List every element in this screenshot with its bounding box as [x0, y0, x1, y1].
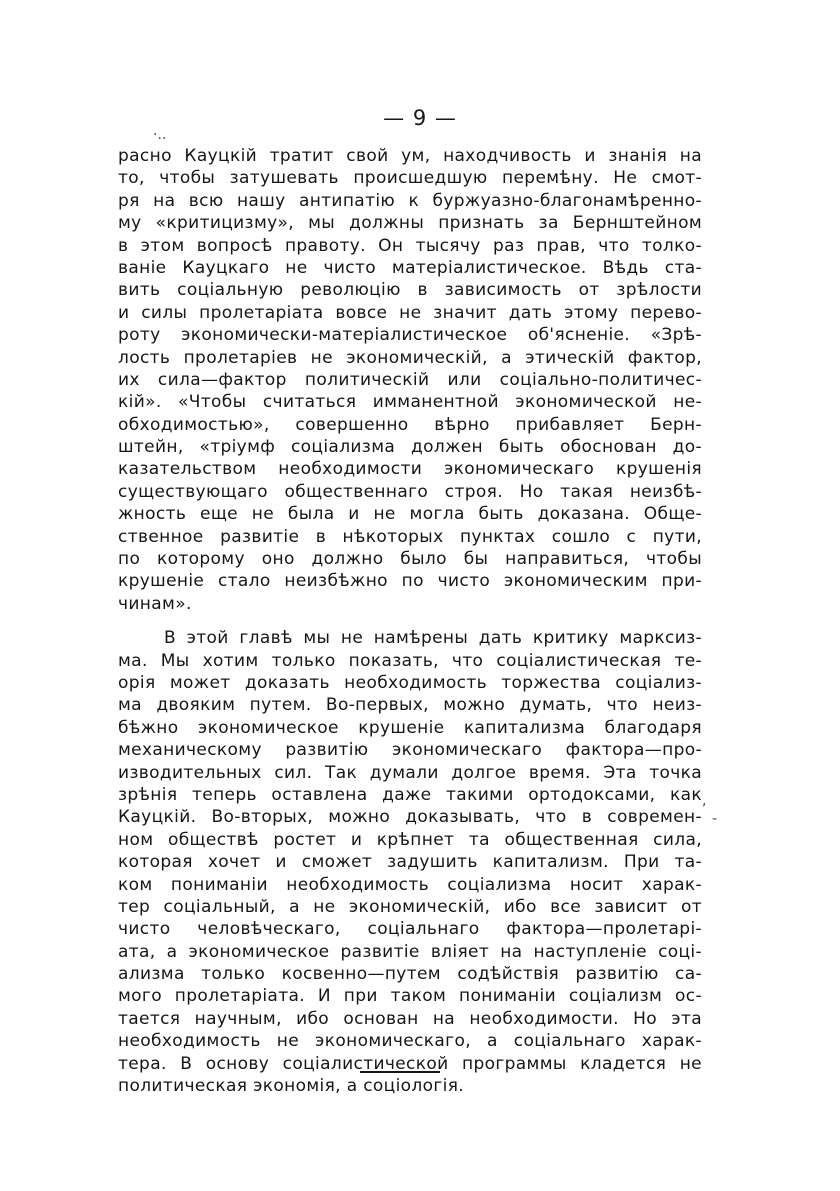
closing-rule-divider — [360, 1071, 440, 1073]
text-line: чинам». — [118, 593, 192, 614]
text-line: ном обществѣ ростет и крѣпнет та общественная сила, — [118, 829, 702, 850]
text-line: которая хочет и сможет задушить капитализм. При та- — [118, 852, 702, 873]
text-line: ря на всю нашу антипатію к буржуазно-благонамѣренно- — [118, 190, 702, 211]
text-line: му «критицизму», мы должны признать за Бернштейном — [118, 213, 702, 234]
text-line: орія может доказать необходимость торжества соціализ- — [118, 672, 702, 693]
paragraph-continued — [118, 145, 702, 615]
text-line: обходимостью», совершенно вѣрно прибавляет Берн- — [118, 414, 702, 435]
text-line: роту экономически-матеріалистическое об'ясненіе. «Зрѣ- — [118, 325, 702, 346]
text-line: необходимость не экономическаго, а соціальнаго харак- — [118, 1031, 702, 1052]
text-line: ственное развитіе в нѣкоторых пунктах сошло с пути, — [118, 526, 702, 547]
text-line: механическому развитію экономическаго фактора—про- — [118, 740, 702, 761]
print-speck-mark: - — [712, 811, 718, 827]
text-line: чисто человѣческаго, соціальнаго фактора—пролетарі- — [118, 919, 702, 940]
text-line: тер соціальный, а не экономическій, ибо все зависит от — [118, 896, 702, 917]
text-line: ма двояким путем. Во-первых, можно думать, что неиз- — [118, 695, 702, 716]
text-line: тера. В основу соціалистической программы кладется не — [118, 1053, 702, 1074]
text-line: бѣжно экономическое крушеніе капитализма благодаря — [118, 717, 702, 738]
text-line: Кауцкій. Во-вторых, можно доказывать, что в современ- — [118, 807, 702, 828]
text-line: в этом вопросѣ правоту. Он тысячу раз прав, что толко- — [118, 235, 702, 256]
text-line: ваніе Кауцкаго не чисто матеріалистическое. Вѣдь ста- — [118, 257, 702, 278]
paragraph — [118, 627, 702, 1097]
text-line: их сила—фактор политическій или соціально-политичес- — [118, 369, 702, 390]
text-line: В этой главѣ мы не намѣрены дать критику марксиз- — [164, 628, 702, 649]
text-line: тается научным, ибо основан на необходимости. Но эта — [118, 1008, 702, 1029]
text-line: зрѣнія теперь оставлена даже такими ортодоксами, как — [118, 784, 702, 805]
text-line: то, чтобы затушевать происшедшую перемѣну. Не смот- — [118, 168, 702, 189]
text-line: расно Кауцкій тратит свой ум, находчивость и знанія на — [118, 146, 702, 166]
text-line: ма. Мы хотим только показать, что соціалистическая те- — [118, 650, 702, 671]
text-line: ализма только косвенно—путем содѣйствія развитію са- — [118, 964, 702, 985]
text-line: крушеніе стало неизбѣжно по чисто экономическим при- — [118, 571, 702, 592]
print-speck-mark: ·.. — [153, 127, 167, 143]
text-line: ата, а экономическое развитіе вліяет на наступленіе соці- — [118, 941, 702, 962]
text-line: мого пролетаріата. И при таком пониманіи соціализм ос- — [118, 986, 702, 1007]
text-line: жность еще не была и не могла быть доказана. Обще- — [118, 504, 702, 525]
text-line: изводительных сил. Так думали долгое время. Эта точка — [118, 762, 702, 783]
text-line: ком пониманіи необходимость соціализма носит харак- — [118, 874, 702, 895]
print-speck-mark: , — [702, 793, 707, 809]
text-line: лость пролетаріев не экономическій, а этическій фактор, — [118, 347, 702, 368]
text-line: существующаго общественнаго строя. Но такая неизбѣ- — [118, 481, 702, 502]
text-line: штейн, «тріумф соціализма должен быть обоснован до- — [118, 437, 702, 458]
text-line: и силы пролетаріата вовсе не значит дать этому перево- — [118, 302, 702, 323]
text-line: кій». «Чтобы считаться имманентной экономической не- — [118, 392, 702, 413]
text-line: по которому оно должно было бы направиться, чтобы — [118, 549, 702, 570]
page-number: — 9 — — [383, 106, 457, 130]
text-line: казательством необходимости экономическаго крушенія — [118, 459, 702, 480]
text-line: политическая экономія, а соціологія. — [118, 1076, 465, 1097]
text-body — [118, 145, 702, 1097]
text-line: вить соціальную революцію в зависимость от зрѣлости — [118, 280, 702, 301]
